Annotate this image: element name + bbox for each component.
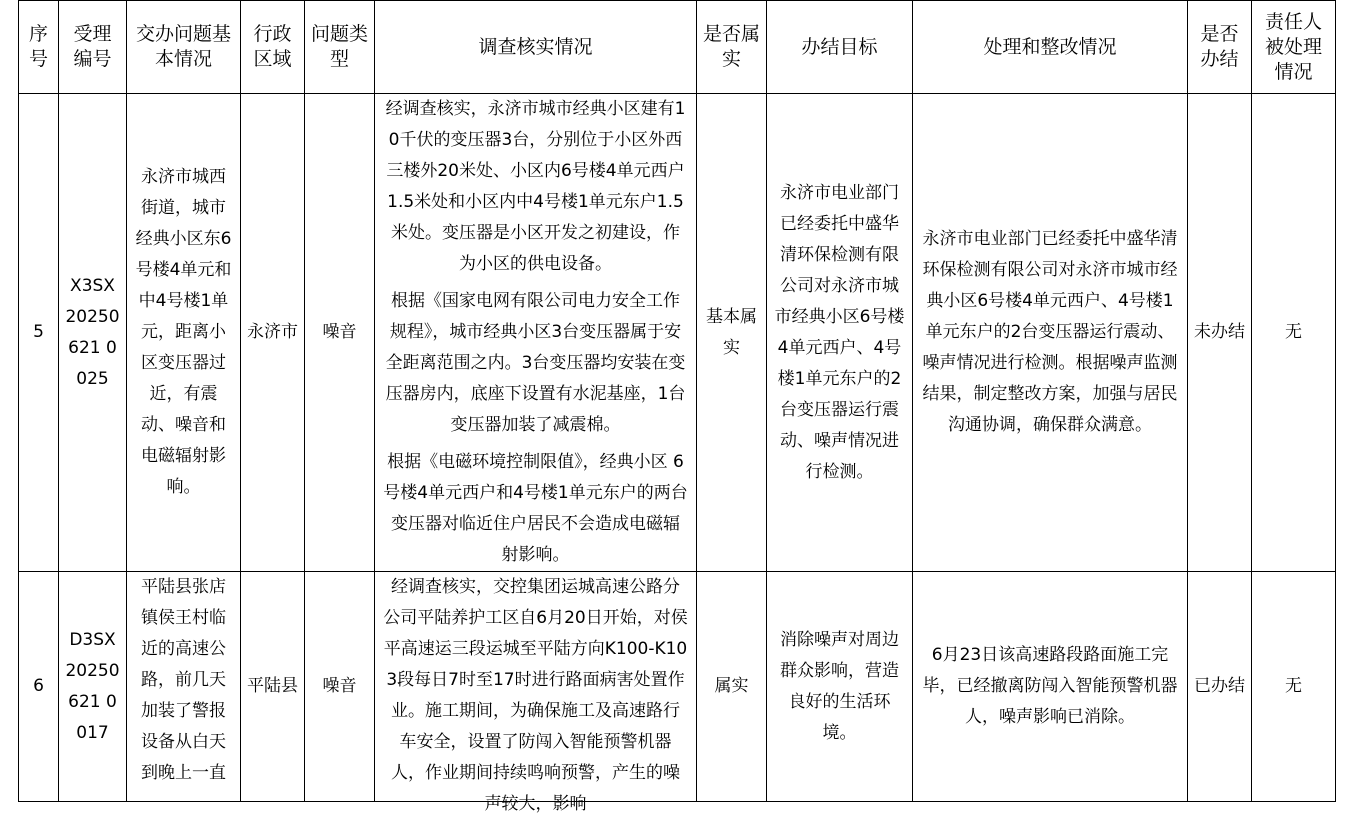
cell-seq: 5 <box>19 94 59 572</box>
cell-type: 噪音 <box>305 94 375 572</box>
header-handling: 处理和整改情况 <box>913 1 1188 94</box>
cell-region: 永济市 <box>241 94 305 572</box>
header-problem: 交办问题基本情况 <box>127 1 241 94</box>
cell-seq: 6 <box>19 572 59 802</box>
table-row <box>19 572 1336 802</box>
cell-handling: 永济市电业部门已经委托中盛华清环保检测有限公司对永济市城市经典小区6号楼4单元西户、4号楼1单元东户的2台变压器运行震动、噪声情况进行检测。根据噪声监测结果，制定整改方案，加强与居民沟通协调，确保群众满意。 <box>913 94 1188 572</box>
header-accountability: 责任人被处理情况 <box>1252 1 1336 94</box>
cell-acceptance-id: X3SX20250621 0025 <box>59 94 127 572</box>
cell-investigation <box>375 572 697 814</box>
header-goal: 办结目标 <box>767 1 913 94</box>
cell-truth: 属实 <box>697 572 767 802</box>
cell-truth: 基本属实 <box>697 94 767 572</box>
header-closed: 是否办结 <box>1188 1 1252 94</box>
cell-problem: 永济市城西街道，城市经典小区东6号楼4单元和中4号楼1单元，距离小区变压器过近，有震动、噪音和电磁辐射影响。 <box>127 94 241 572</box>
header-investigation: 调查核实情况 <box>375 1 697 94</box>
header-truth: 是否属实 <box>697 1 767 94</box>
cell-region: 平陆县 <box>241 572 305 802</box>
header-type: 问题类型 <box>305 1 375 94</box>
cell-handling: 6月23日该高速路段路面施工完毕，已经撤离防闯入智能预警机器人，噪声影响已消除。 <box>913 572 1188 802</box>
investigation-paragraph: 根据《电磁环境控制限值》，经典小区 6号楼4单元西户和4号楼1单元东户的两台变压器对临近住户居民不会造成电磁辐射影响。 <box>383 452 688 565</box>
supervision-case-table <box>18 0 1336 814</box>
header-seq: 序号 <box>19 1 59 94</box>
cell-closed: 已办结 <box>1188 572 1252 802</box>
header-region: 行政区域 <box>241 1 305 94</box>
investigation-paragraph: 经调查核实，永济市城市经典小区建有10千伏的变压器3台，分别位于小区外西三楼外20米处、小区内6号楼4单元西户1.5米处和小区内中4号楼1单元东户1.5米处。变压器是小区开发之初建设，作为小区的供电设备。 <box>385 99 686 274</box>
cell-accountability: 无 <box>1252 94 1336 572</box>
cell-problem <box>127 572 241 802</box>
cell-goal: 消除噪声对周边群众影响，营造良好的生活环境。 <box>767 572 913 802</box>
cell-acceptance-id: D3SX20250621 0017 <box>59 572 127 802</box>
cell-type: 噪音 <box>305 572 375 802</box>
investigation-paragraph: 根据《国家电网有限公司电力安全工作规程》，城市经典小区3台变压器属于安全距离范围之内。3台变压器均安装在变压器房内，底座下设置有水泥基座，1台变压器加装了减震棉。 <box>385 291 686 435</box>
investigation-paragraph: 经调查核实，交控集团运城高速公路分公司平陆养护工区自6月20日开始，对侯平高速运三段运城至平陆方向K100-K103段每日7时至17时进行路面病害处置作业。施工期间，为确保施工及高速路行车安全，设置了防闯入智能预警机器人，作业期间持续鸣响预警，产生的噪声较大，影响 <box>383 577 688 814</box>
cell-accountability: 无 <box>1252 572 1336 802</box>
cell-goal: 永济市电业部门已经委托中盛华清环保检测有限公司对永济市城市经典小区6号楼4单元西户、4号楼1单元东户的2台变压器运行震动、噪声情况进行检测。 <box>767 94 913 572</box>
cell-investigation <box>375 94 697 572</box>
problem-text: 平陆县张店镇侯王村临近的高速公路，前几天加装了警报设备从白天到晚上一直 <box>141 577 226 783</box>
table-header-row <box>19 1 1336 94</box>
cell-closed: 未办结 <box>1188 94 1252 572</box>
header-acceptance-id: 受理编号 <box>59 1 127 94</box>
table-row <box>19 94 1336 572</box>
